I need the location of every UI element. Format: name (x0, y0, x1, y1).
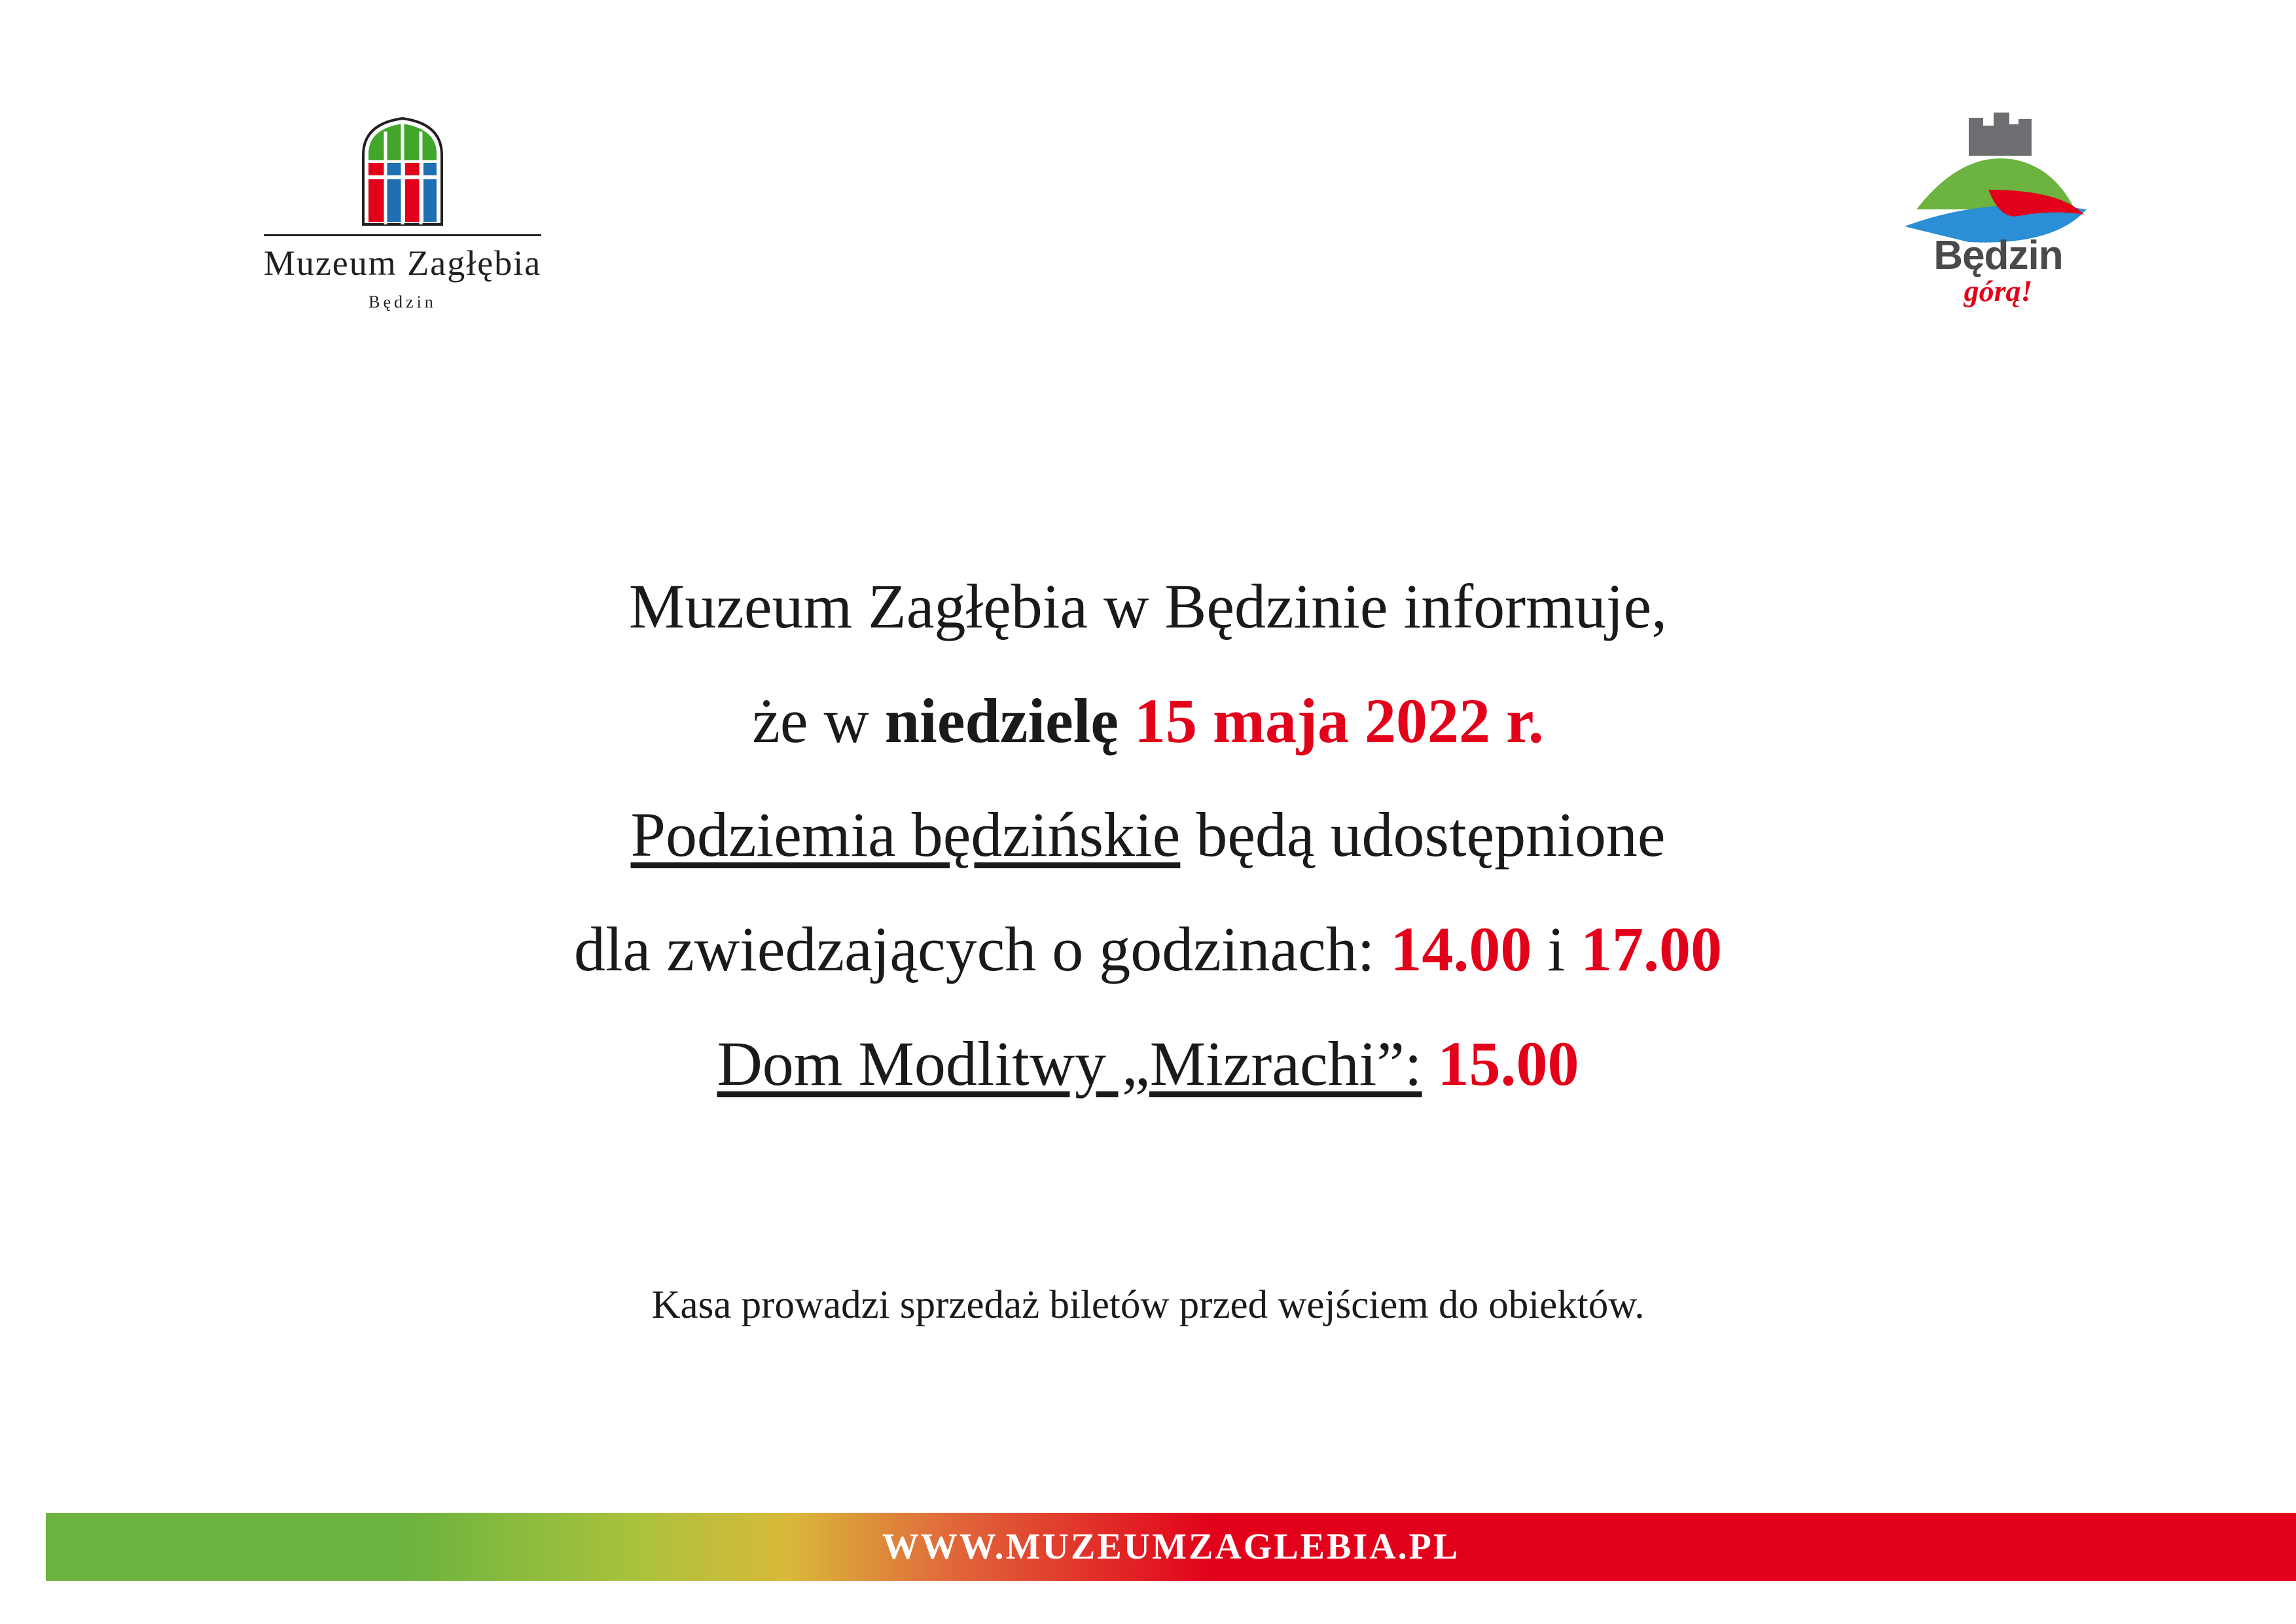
announcement-segment: będą udostępnione (1180, 800, 1666, 870)
city-logo-name: Będzin (1933, 233, 2063, 278)
announcement-segment: Podziemia będzińskie (630, 800, 1181, 870)
announcement-segment: 15 maja 2022 r. (1134, 685, 1544, 756)
announcement-body (0, 550, 2296, 1121)
announcement-segment (1119, 686, 1134, 756)
museum-logo-name: Muzeum Zagłębia (264, 234, 541, 283)
announcement-segment: niedzielę (884, 685, 1119, 756)
announcement-segment: że w (752, 685, 885, 756)
announcement-line-2 (0, 664, 2296, 779)
museum-wordmark (264, 234, 541, 312)
announcement-segment: dla zwiedzających o godzinach: (573, 914, 1391, 985)
announcement-segment: 17.00 (1581, 914, 1723, 985)
gothic-window-icon (337, 115, 468, 229)
announcement-segment (1422, 1029, 1438, 1099)
city-logo (1890, 111, 2106, 321)
announcement-segment: Muzeum Zagłębia w Będzinie informuje, (628, 571, 1668, 641)
announcement-line-5 (0, 1007, 2296, 1121)
city-logo-slogan: górą! (1964, 274, 2033, 308)
museum-logo (232, 115, 573, 311)
announcement-segment: 14.00 (1390, 914, 1532, 985)
ticket-office-note: Kasa prowadzi sprzedaż biletów przed wejściem do obiektów. (651, 1283, 1645, 1327)
poster-header (0, 0, 2296, 340)
footer-bar (46, 1513, 2296, 1581)
announcement-line-1 (0, 550, 2296, 664)
announcement-segment: 15.00 (1437, 1028, 1579, 1099)
website-url[interactable]: WWW.MUZEUMZAGLEBIA.PL (882, 1527, 1460, 1567)
announcement-segment: i (1532, 914, 1581, 985)
announcement-segment: Dom Modlitwy „Mizrachi”: (717, 1028, 1422, 1099)
museum-logo-city: Będzin (368, 292, 437, 311)
announcement-line-4 (0, 892, 2296, 1007)
announcement-line-3 (0, 778, 2296, 892)
